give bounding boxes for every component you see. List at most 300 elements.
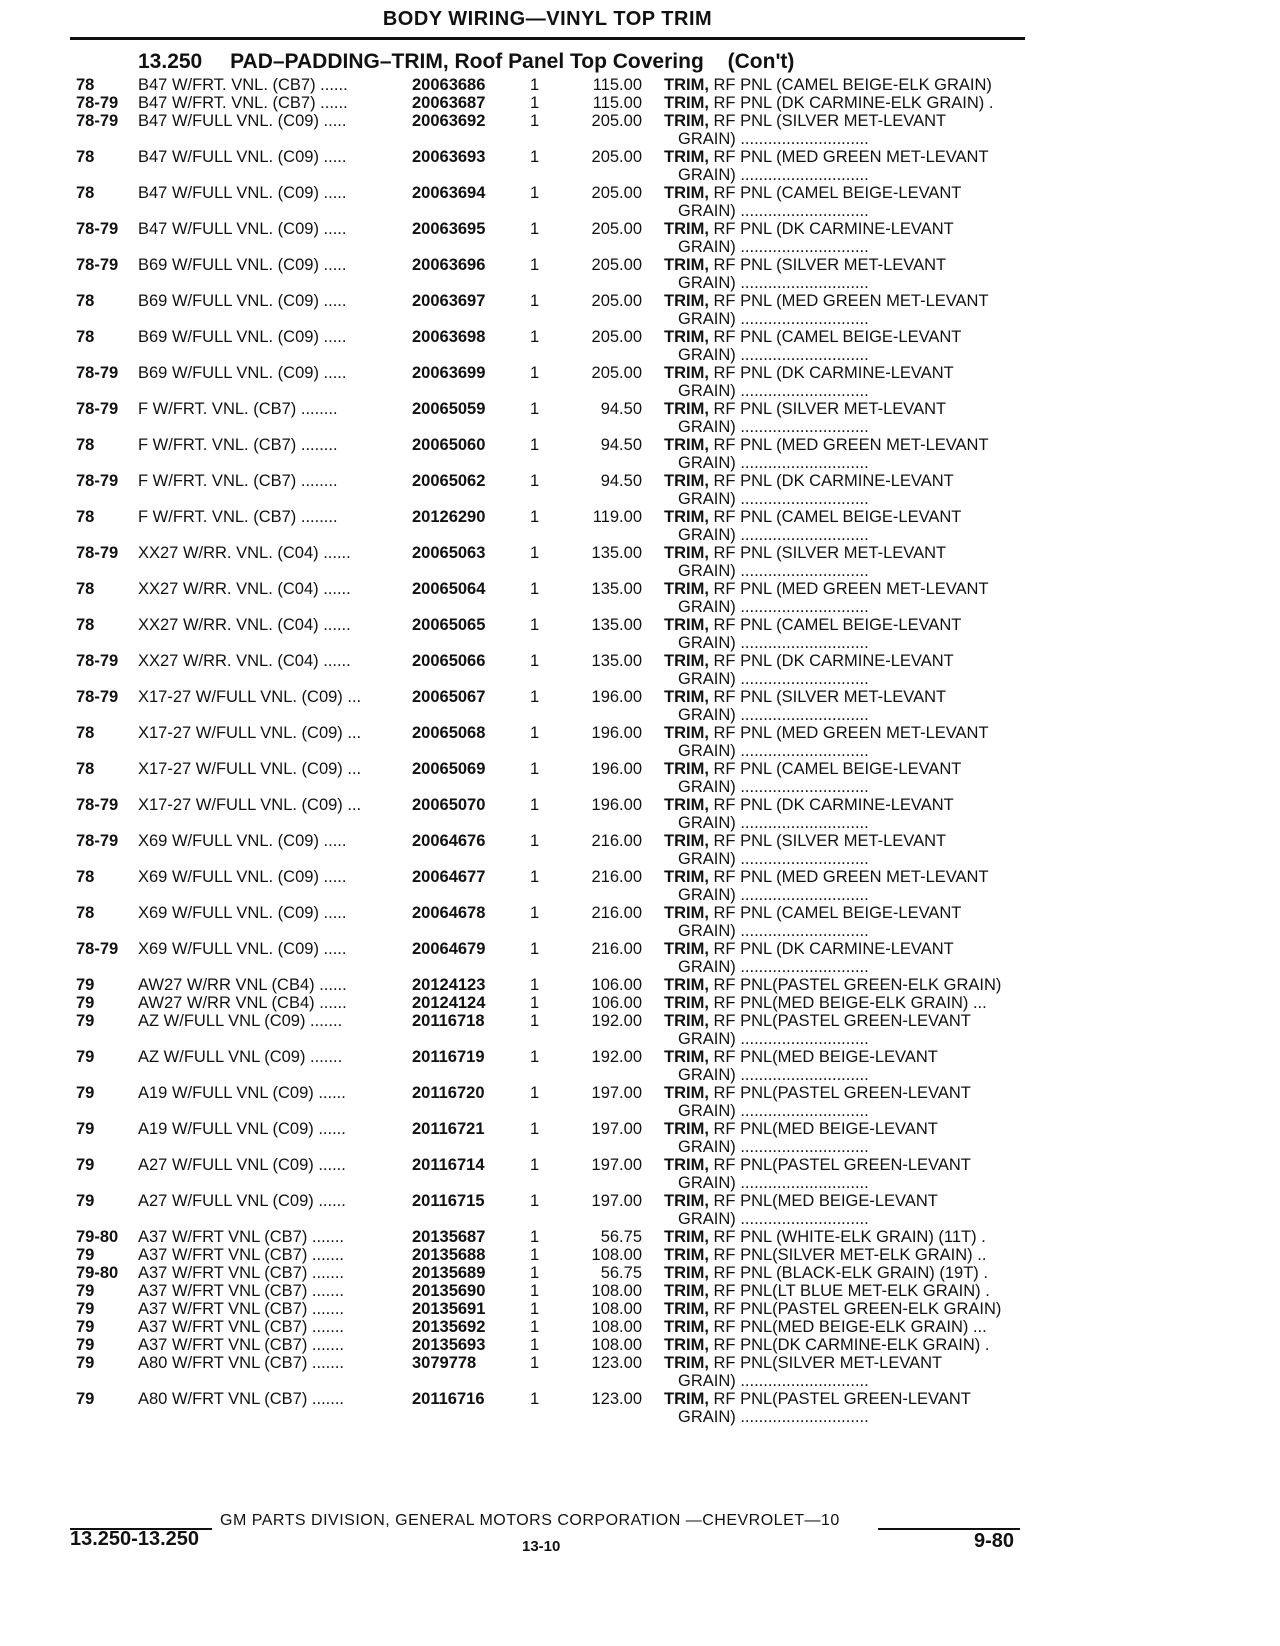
quantity-cell: 1 bbox=[530, 580, 540, 598]
part-name-detail: RF PNL (CAMEL BEIGE-LEVANT bbox=[708, 328, 962, 346]
part-name-cell bbox=[664, 436, 989, 455]
description-cell: F W/FRT. VNL. (CB7) ........ bbox=[138, 436, 338, 454]
quantity-cell: 1 bbox=[530, 760, 540, 778]
part-number-cell: 3079778 bbox=[412, 1354, 477, 1372]
part-name-detail: RF PNL(PASTEL GREEN-LEVANT bbox=[708, 1084, 971, 1102]
price-cell: 196.00 bbox=[591, 724, 642, 742]
part-number-cell: 20063696 bbox=[412, 256, 486, 274]
part-number-cell: 20116716 bbox=[412, 1390, 485, 1408]
part-name-cell bbox=[664, 364, 954, 383]
quantity-cell: 1 bbox=[530, 472, 540, 490]
footer-date: 9-80 bbox=[974, 1530, 1015, 1552]
quantity-cell: 1 bbox=[530, 1084, 540, 1102]
part-name-continuation: GRAIN) ............................ bbox=[678, 814, 869, 832]
part-name-continuation: GRAIN) ............................ bbox=[678, 274, 869, 292]
part-name-continuation: GRAIN) ............................ bbox=[678, 958, 869, 976]
price-cell: 197.00 bbox=[591, 1156, 642, 1174]
quantity-cell: 1 bbox=[530, 1012, 540, 1030]
price-cell: 106.00 bbox=[591, 976, 642, 994]
year-cell: 78-79 bbox=[76, 472, 119, 490]
part-name-continuation: GRAIN) ............................ bbox=[678, 1372, 869, 1390]
part-name-detail: RF PNL (MED GREEN MET-LEVANT bbox=[708, 724, 989, 742]
part-name-cell bbox=[664, 148, 989, 167]
part-name-cell bbox=[664, 724, 989, 743]
part-name-continuation: GRAIN) ............................ bbox=[678, 346, 869, 364]
part-name-continuation: GRAIN) ............................ bbox=[678, 454, 869, 472]
part-name-detail: RF PNL(PASTEL GREEN-LEVANT bbox=[708, 1390, 971, 1408]
part-number-cell: 20065059 bbox=[412, 400, 486, 418]
part-number-cell: 20116718 bbox=[412, 1012, 485, 1030]
price-cell: 108.00 bbox=[591, 1336, 642, 1354]
price-cell: 108.00 bbox=[591, 1282, 642, 1300]
part-name-detail: RF PNL (CAMEL BEIGE-LEVANT bbox=[708, 760, 962, 778]
price-cell: 192.00 bbox=[591, 1012, 642, 1030]
part-number-cell: 20065060 bbox=[412, 436, 486, 454]
description-cell: X17-27 W/FULL VNL. (C09) ... bbox=[138, 760, 362, 778]
year-cell: 78-79 bbox=[76, 400, 119, 418]
part-name-cell bbox=[664, 868, 989, 887]
part-name-keyword: TRIM, bbox=[664, 1264, 709, 1282]
description-cell: X69 W/FULL VNL. (C09) ..... bbox=[138, 832, 347, 850]
part-name-detail: RF PNL (DK CARMINE-LEVANT bbox=[708, 940, 954, 958]
part-name-continuation: GRAIN) ............................ bbox=[678, 634, 869, 652]
part-number-cell: 20065070 bbox=[412, 796, 486, 814]
year-cell: 78 bbox=[76, 724, 95, 742]
part-number-cell: 20065067 bbox=[412, 688, 486, 706]
year-cell: 78-79 bbox=[76, 112, 119, 130]
price-cell: 94.50 bbox=[600, 472, 642, 490]
year-cell: 79 bbox=[76, 1282, 95, 1300]
part-name-keyword: TRIM, bbox=[664, 1048, 709, 1066]
price-cell: 135.00 bbox=[591, 580, 642, 598]
part-name-cell bbox=[664, 994, 987, 1013]
part-name-detail: RF PNL (WHITE-ELK GRAIN) (11T) . bbox=[708, 1228, 986, 1246]
quantity-cell: 1 bbox=[530, 796, 540, 814]
price-cell: 135.00 bbox=[591, 652, 642, 670]
part-name-keyword: TRIM, bbox=[664, 832, 709, 850]
price-cell: 108.00 bbox=[591, 1300, 642, 1318]
part-name-continuation: GRAIN) ............................ bbox=[678, 1408, 869, 1426]
quantity-cell: 1 bbox=[530, 976, 540, 994]
part-name-keyword: TRIM, bbox=[664, 1300, 709, 1318]
price-cell: 135.00 bbox=[591, 616, 642, 634]
year-cell: 78-79 bbox=[76, 94, 119, 112]
part-name-continuation: GRAIN) ............................ bbox=[678, 1030, 869, 1048]
part-name-keyword: TRIM, bbox=[664, 616, 709, 634]
section-number: 13.250 bbox=[138, 50, 203, 73]
year-cell: 79 bbox=[76, 1318, 95, 1336]
part-name-cell bbox=[664, 1192, 938, 1211]
part-name-continuation: GRAIN) ............................ bbox=[678, 1102, 869, 1120]
part-name-cell bbox=[664, 1300, 1001, 1319]
part-name-keyword: TRIM, bbox=[664, 1156, 709, 1174]
part-name-detail: RF PNL(SILVER MET-LEVANT bbox=[708, 1354, 943, 1372]
description-cell: A37 W/FRT VNL (CB7) ....... bbox=[138, 1246, 344, 1264]
year-cell: 79 bbox=[76, 1336, 95, 1354]
part-name-keyword: TRIM, bbox=[664, 148, 709, 166]
part-name-continuation: GRAIN) ............................ bbox=[678, 598, 869, 616]
quantity-cell: 1 bbox=[530, 1048, 540, 1066]
price-cell: 108.00 bbox=[591, 1318, 642, 1336]
description-cell: A37 W/FRT VNL (CB7) ....... bbox=[138, 1300, 344, 1318]
part-name-keyword: TRIM, bbox=[664, 220, 709, 238]
price-cell: 205.00 bbox=[591, 112, 642, 130]
price-cell: 56.75 bbox=[600, 1228, 642, 1246]
part-name-cell bbox=[664, 544, 946, 563]
part-name-detail: RF PNL (DK CARMINE-LEVANT bbox=[708, 796, 954, 814]
part-name-cell bbox=[664, 472, 954, 491]
part-name-detail: RF PNL(LT BLUE MET-ELK GRAIN) . bbox=[708, 1282, 990, 1300]
description-cell: A80 W/FRT VNL (CB7) ....... bbox=[138, 1354, 344, 1372]
quantity-cell: 1 bbox=[530, 1228, 540, 1246]
part-name-cell bbox=[664, 1048, 938, 1067]
description-cell: B47 W/FRT. VNL. (CB7) ...... bbox=[138, 94, 348, 112]
description-cell: AW27 W/RR VNL (CB4) ...... bbox=[138, 994, 347, 1012]
price-cell: 205.00 bbox=[591, 256, 642, 274]
part-name-keyword: TRIM, bbox=[664, 688, 709, 706]
quantity-cell: 1 bbox=[530, 940, 540, 958]
year-cell: 78-79 bbox=[76, 688, 119, 706]
description-cell: B47 W/FULL VNL. (C09) ..... bbox=[138, 148, 347, 166]
part-number-cell: 20065069 bbox=[412, 760, 486, 778]
part-name-detail: RF PNL (SILVER MET-LEVANT bbox=[708, 688, 947, 706]
part-number-cell: 20063692 bbox=[412, 112, 486, 130]
year-cell: 78 bbox=[76, 508, 95, 526]
description-cell: A27 W/FULL VNL (C09) ...... bbox=[138, 1192, 346, 1210]
part-name-detail: RF PNL (CAMEL BEIGE-LEVANT bbox=[708, 508, 962, 526]
part-name-keyword: TRIM, bbox=[664, 1084, 709, 1102]
price-cell: 205.00 bbox=[591, 184, 642, 202]
part-name-cell bbox=[664, 1336, 989, 1355]
quantity-cell: 1 bbox=[530, 616, 540, 634]
price-cell: 197.00 bbox=[591, 1192, 642, 1210]
section-continued: (Con't) bbox=[727, 50, 795, 73]
description-cell: XX27 W/RR. VNL. (C04) ...... bbox=[138, 616, 351, 634]
part-name-keyword: TRIM, bbox=[664, 256, 709, 274]
price-cell: 56.75 bbox=[600, 1264, 642, 1282]
part-number-cell: 20135688 bbox=[412, 1246, 486, 1264]
quantity-cell: 1 bbox=[530, 148, 540, 166]
price-cell: 216.00 bbox=[591, 904, 642, 922]
part-name-continuation: GRAIN) ............................ bbox=[678, 706, 869, 724]
year-cell: 78 bbox=[76, 868, 95, 886]
part-name-cell bbox=[664, 1012, 971, 1031]
part-name-keyword: TRIM, bbox=[664, 508, 709, 526]
description-cell: XX27 W/RR. VNL. (C04) ...... bbox=[138, 544, 351, 562]
part-name-detail: RF PNL (SILVER MET-LEVANT bbox=[708, 400, 947, 418]
part-name-cell bbox=[664, 796, 954, 815]
part-name-detail: RF PNL (CAMEL BEIGE-LEVANT bbox=[708, 616, 962, 634]
part-name-continuation: GRAIN) ............................ bbox=[678, 778, 869, 796]
part-number-cell: 20065066 bbox=[412, 652, 486, 670]
description-cell: B47 W/FULL VNL. (C09) ..... bbox=[138, 112, 347, 130]
part-name-continuation: GRAIN) ............................ bbox=[678, 526, 869, 544]
part-name-continuation: GRAIN) ............................ bbox=[678, 1138, 869, 1156]
part-name-cell bbox=[664, 976, 1001, 995]
part-name-detail: RF PNL (CAMEL BEIGE-ELK GRAIN) bbox=[708, 76, 992, 94]
description-cell: X17-27 W/FULL VNL. (C09) ... bbox=[138, 724, 362, 742]
description-cell: X69 W/FULL VNL. (C09) ..... bbox=[138, 904, 347, 922]
price-cell: 106.00 bbox=[591, 994, 642, 1012]
year-cell: 79-80 bbox=[76, 1264, 119, 1282]
price-cell: 135.00 bbox=[591, 544, 642, 562]
year-cell: 78 bbox=[76, 148, 95, 166]
part-name-keyword: TRIM, bbox=[664, 292, 709, 310]
year-cell: 79 bbox=[76, 1120, 95, 1138]
part-name-keyword: TRIM, bbox=[664, 1318, 709, 1336]
quantity-cell: 1 bbox=[530, 832, 540, 850]
price-cell: 205.00 bbox=[591, 220, 642, 238]
quantity-cell: 1 bbox=[530, 112, 540, 130]
part-name-cell bbox=[664, 1228, 986, 1247]
part-name-keyword: TRIM, bbox=[664, 760, 709, 778]
description-cell: A19 W/FULL VNL (C09) ...... bbox=[138, 1120, 346, 1138]
year-cell: 78-79 bbox=[76, 364, 119, 382]
quantity-cell: 1 bbox=[530, 1318, 540, 1336]
part-name-cell bbox=[664, 256, 946, 275]
year-cell: 78 bbox=[76, 76, 95, 94]
quantity-cell: 1 bbox=[530, 94, 540, 112]
part-name-keyword: TRIM, bbox=[664, 1192, 709, 1210]
part-name-detail: RF PNL(PASTEL GREEN-LEVANT bbox=[708, 1012, 971, 1030]
part-name-detail: RF PNL(MED BEIGE-LEVANT bbox=[708, 1048, 938, 1066]
part-number-cell: 20124123 bbox=[412, 976, 486, 994]
price-cell: 196.00 bbox=[591, 796, 642, 814]
price-cell: 108.00 bbox=[591, 1246, 642, 1264]
year-cell: 79 bbox=[76, 1300, 95, 1318]
part-name-keyword: TRIM, bbox=[664, 1390, 709, 1408]
part-name-cell bbox=[664, 76, 992, 95]
price-cell: 123.00 bbox=[591, 1390, 642, 1408]
quantity-cell: 1 bbox=[530, 220, 540, 238]
part-name-detail: RF PNL(MED BEIGE-ELK GRAIN) ... bbox=[708, 1318, 987, 1336]
year-cell: 79 bbox=[76, 1354, 95, 1372]
part-name-detail: RF PNL (CAMEL BEIGE-LEVANT bbox=[708, 184, 962, 202]
part-number-cell: 20116714 bbox=[412, 1156, 485, 1174]
description-cell: A37 W/FRT VNL (CB7) ....... bbox=[138, 1228, 344, 1246]
part-name-continuation: GRAIN) ............................ bbox=[678, 922, 869, 940]
part-number-cell: 20116721 bbox=[412, 1120, 485, 1138]
part-name-detail: RF PNL (DK CARMINE-ELK GRAIN) . bbox=[708, 94, 994, 112]
year-cell: 78-79 bbox=[76, 652, 119, 670]
description-cell: X69 W/FULL VNL. (C09) ..... bbox=[138, 940, 347, 958]
price-cell: 197.00 bbox=[591, 1120, 642, 1138]
part-number-cell: 20116719 bbox=[412, 1048, 485, 1066]
year-cell: 79 bbox=[76, 994, 95, 1012]
year-cell: 79 bbox=[76, 1156, 95, 1174]
part-name-continuation: GRAIN) ............................ bbox=[678, 238, 869, 256]
part-name-keyword: TRIM, bbox=[664, 1228, 709, 1246]
part-name-cell bbox=[664, 760, 961, 779]
price-cell: 123.00 bbox=[591, 1354, 642, 1372]
part-name-keyword: TRIM, bbox=[664, 436, 709, 454]
description-cell: X69 W/FULL VNL. (C09) ..... bbox=[138, 868, 347, 886]
part-name-keyword: TRIM, bbox=[664, 940, 709, 958]
quantity-cell: 1 bbox=[530, 328, 540, 346]
part-number-cell: 20116715 bbox=[412, 1192, 485, 1210]
part-name-continuation: GRAIN) ............................ bbox=[678, 166, 869, 184]
part-name-detail: RF PNL (MED GREEN MET-LEVANT bbox=[708, 148, 989, 166]
description-cell: B69 W/FULL VNL. (C09) ..... bbox=[138, 256, 347, 274]
price-cell: 94.50 bbox=[600, 400, 642, 418]
quantity-cell: 1 bbox=[530, 1156, 540, 1174]
part-name-cell bbox=[664, 1120, 938, 1139]
quantity-cell: 1 bbox=[530, 652, 540, 670]
part-name-keyword: TRIM, bbox=[664, 1336, 709, 1354]
quantity-cell: 1 bbox=[530, 400, 540, 418]
part-number-cell: 20135690 bbox=[412, 1282, 486, 1300]
quantity-cell: 1 bbox=[530, 1120, 540, 1138]
part-name-cell bbox=[664, 1354, 942, 1373]
part-name-cell bbox=[664, 1318, 987, 1337]
part-name-continuation: GRAIN) ............................ bbox=[678, 490, 869, 508]
year-cell: 79 bbox=[76, 1084, 95, 1102]
part-name-keyword: TRIM, bbox=[664, 472, 709, 490]
part-name-keyword: TRIM, bbox=[664, 904, 709, 922]
part-number-cell: 20064677 bbox=[412, 868, 486, 886]
part-name-cell bbox=[664, 1264, 988, 1283]
part-name-keyword: TRIM, bbox=[664, 1012, 709, 1030]
part-name-detail: RF PNL (MED GREEN MET-LEVANT bbox=[708, 436, 989, 454]
part-name-keyword: TRIM, bbox=[664, 1246, 709, 1264]
description-cell: A37 W/FRT VNL (CB7) ....... bbox=[138, 1336, 344, 1354]
year-cell: 78 bbox=[76, 616, 95, 634]
description-cell: AZ W/FULL VNL (C09) ....... bbox=[138, 1048, 343, 1066]
part-name-detail: RF PNL (SILVER MET-LEVANT bbox=[708, 256, 947, 274]
price-cell: 216.00 bbox=[591, 832, 642, 850]
part-name-keyword: TRIM, bbox=[664, 94, 709, 112]
quantity-cell: 1 bbox=[530, 292, 540, 310]
part-name-cell bbox=[664, 220, 954, 239]
price-cell: 205.00 bbox=[591, 364, 642, 382]
part-name-keyword: TRIM, bbox=[664, 724, 709, 742]
quantity-cell: 1 bbox=[530, 256, 540, 274]
part-name-detail: RF PNL(PASTEL GREEN-ELK GRAIN) bbox=[708, 1300, 1002, 1318]
section-name: PAD–PADDING–TRIM, Roof Panel Top Covering bbox=[230, 50, 704, 73]
footer-range: 13.250-13.250 bbox=[70, 1528, 200, 1550]
part-name-keyword: TRIM, bbox=[664, 994, 709, 1012]
part-name-cell bbox=[664, 652, 954, 671]
part-number-cell: 20063694 bbox=[412, 184, 486, 202]
part-number-cell: 20135693 bbox=[412, 1336, 486, 1354]
part-name-cell bbox=[664, 94, 993, 113]
part-name-continuation: GRAIN) ............................ bbox=[678, 130, 869, 148]
price-cell: 115.00 bbox=[592, 76, 642, 94]
quantity-cell: 1 bbox=[530, 544, 540, 562]
year-cell: 78-79 bbox=[76, 940, 119, 958]
quantity-cell: 1 bbox=[530, 436, 540, 454]
quantity-cell: 1 bbox=[530, 724, 540, 742]
quantity-cell: 1 bbox=[530, 1390, 540, 1408]
part-number-cell: 20065065 bbox=[412, 616, 486, 634]
description-cell: F W/FRT. VNL. (CB7) ........ bbox=[138, 472, 338, 490]
part-name-detail: RF PNL(DK CARMINE-ELK GRAIN) . bbox=[708, 1336, 990, 1354]
part-name-detail: RF PNL (BLACK-ELK GRAIN) (19T) . bbox=[708, 1264, 988, 1282]
year-cell: 78 bbox=[76, 904, 95, 922]
part-number-cell: 20065063 bbox=[412, 544, 486, 562]
price-cell: 196.00 bbox=[591, 688, 642, 706]
part-name-keyword: TRIM, bbox=[664, 1354, 709, 1372]
part-number-cell: 20063699 bbox=[412, 364, 486, 382]
year-cell: 78 bbox=[76, 580, 95, 598]
part-name-cell bbox=[664, 1390, 971, 1409]
part-name-keyword: TRIM, bbox=[664, 184, 709, 202]
part-name-continuation: GRAIN) ............................ bbox=[678, 562, 869, 580]
description-cell: B69 W/FULL VNL. (C09) ..... bbox=[138, 328, 347, 346]
part-name-detail: RF PNL (SILVER MET-LEVANT bbox=[708, 544, 947, 562]
part-number-cell: 20065062 bbox=[412, 472, 486, 490]
part-number-cell: 20064678 bbox=[412, 904, 486, 922]
part-number-cell: 20126290 bbox=[412, 508, 486, 526]
part-number-cell: 20135689 bbox=[412, 1264, 486, 1282]
part-name-cell bbox=[664, 184, 961, 203]
price-cell: 192.00 bbox=[591, 1048, 642, 1066]
part-name-keyword: TRIM, bbox=[664, 652, 709, 670]
part-name-cell bbox=[664, 1084, 971, 1103]
part-name-keyword: TRIM, bbox=[664, 868, 709, 886]
part-number-cell: 20135687 bbox=[412, 1228, 486, 1246]
part-name-detail: RF PNL (SILVER MET-LEVANT bbox=[708, 832, 947, 850]
part-name-detail: RF PNL (MED GREEN MET-LEVANT bbox=[708, 580, 989, 598]
part-name-detail: RF PNL(PASTEL GREEN-LEVANT bbox=[708, 1156, 971, 1174]
part-name-continuation: GRAIN) ............................ bbox=[678, 670, 869, 688]
part-name-continuation: GRAIN) ............................ bbox=[678, 1174, 869, 1192]
description-cell: B69 W/FULL VNL. (C09) ..... bbox=[138, 292, 347, 310]
page-header: BODY WIRING—VINYL TOP TRIM bbox=[382, 8, 713, 30]
year-cell: 79-80 bbox=[76, 1228, 119, 1246]
quantity-cell: 1 bbox=[530, 184, 540, 202]
part-name-detail: RF PNL(MED BEIGE-LEVANT bbox=[708, 1192, 938, 1210]
description-cell: A37 W/FRT VNL (CB7) ....... bbox=[138, 1318, 344, 1336]
part-number-cell: 20063698 bbox=[412, 328, 486, 346]
year-cell: 79 bbox=[76, 1246, 95, 1264]
part-name-continuation: GRAIN) ............................ bbox=[678, 1210, 869, 1228]
part-name-detail: RF PNL(MED BEIGE-LEVANT bbox=[708, 1120, 938, 1138]
part-name-keyword: TRIM, bbox=[664, 112, 709, 130]
footer-division: GM PARTS DIVISION, GENERAL MOTORS CORPORATION —CHEVROLET—10 bbox=[220, 1512, 840, 1529]
price-cell: 119.00 bbox=[592, 508, 642, 526]
part-number-cell: 20135692 bbox=[412, 1318, 486, 1336]
description-cell: A37 W/FRT VNL (CB7) ....... bbox=[138, 1282, 344, 1300]
part-name-detail: RF PNL (DK CARMINE-LEVANT bbox=[708, 364, 954, 382]
part-name-cell bbox=[664, 1246, 986, 1265]
part-name-continuation: GRAIN) ............................ bbox=[678, 886, 869, 904]
description-cell: XX27 W/RR. VNL. (C04) ...... bbox=[138, 580, 351, 598]
part-name-cell bbox=[664, 400, 946, 419]
part-name-keyword: TRIM, bbox=[664, 364, 709, 382]
part-name-detail: RF PNL (MED GREEN MET-LEVANT bbox=[708, 292, 989, 310]
quantity-cell: 1 bbox=[530, 1300, 540, 1318]
part-number-cell: 20065064 bbox=[412, 580, 486, 598]
part-name-cell bbox=[664, 904, 961, 923]
part-name-keyword: TRIM, bbox=[664, 328, 709, 346]
part-number-cell: 20135691 bbox=[412, 1300, 486, 1318]
year-cell: 79 bbox=[76, 1192, 95, 1210]
year-cell: 79 bbox=[76, 1390, 95, 1408]
part-name-cell bbox=[664, 292, 989, 311]
description-cell: A37 W/FRT VNL (CB7) ....... bbox=[138, 1264, 344, 1282]
quantity-cell: 1 bbox=[530, 994, 540, 1012]
quantity-cell: 1 bbox=[530, 364, 540, 382]
part-name-cell bbox=[664, 1282, 990, 1301]
part-name-keyword: TRIM, bbox=[664, 400, 709, 418]
part-name-keyword: TRIM, bbox=[664, 580, 709, 598]
price-cell: 205.00 bbox=[591, 292, 642, 310]
quantity-cell: 1 bbox=[530, 1246, 540, 1264]
price-cell: 216.00 bbox=[591, 868, 642, 886]
part-number-cell: 20063686 bbox=[412, 76, 486, 94]
part-name-keyword: TRIM, bbox=[664, 76, 709, 94]
